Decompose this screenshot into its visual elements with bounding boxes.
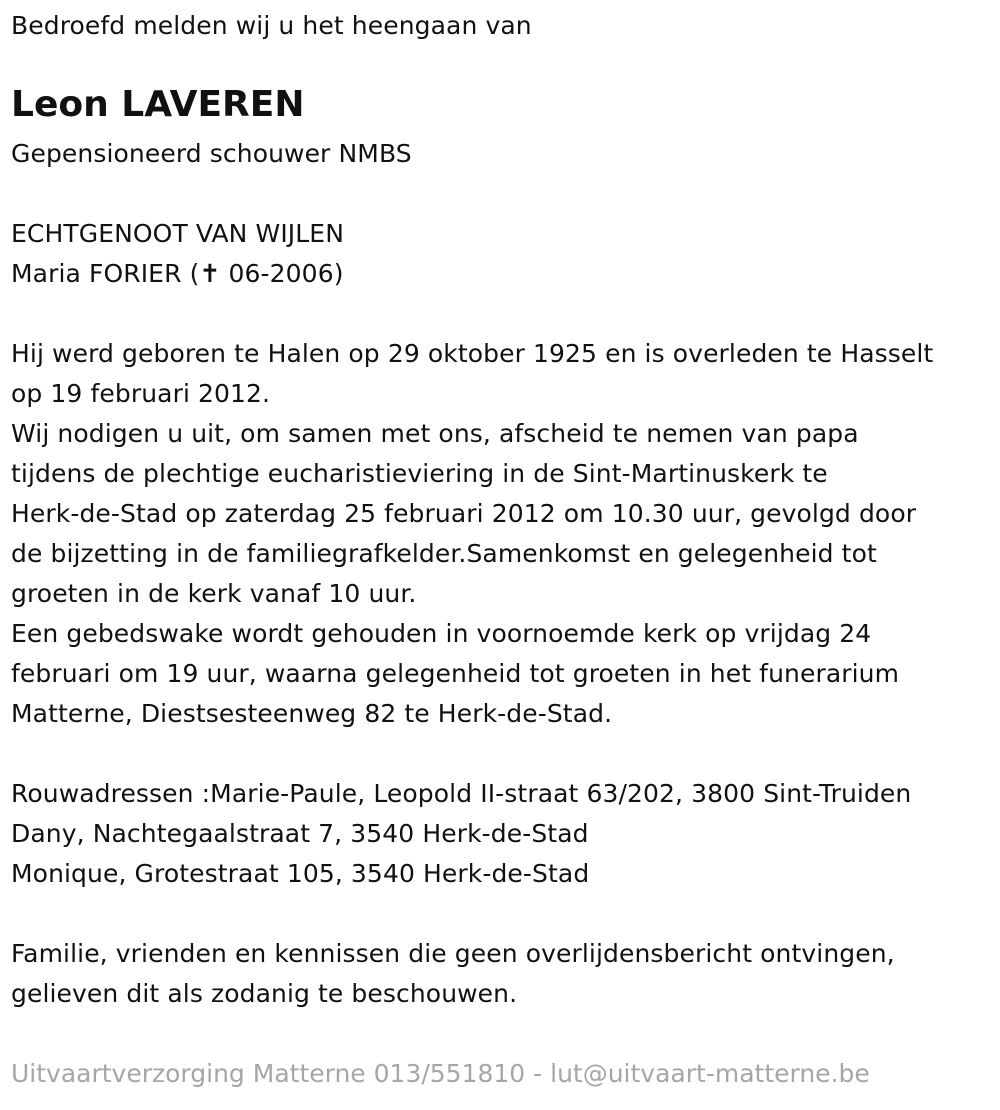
body-line: groeten in de kerk vanaf 10 uur.: [11, 579, 417, 608]
address-line: Dany, Nachtegaalstraat 7, 3540 Herk-de-Stad: [11, 819, 589, 848]
body-text: [11, 334, 933, 734]
occupation-text: Gepensioneerd schouwer NMBS: [11, 139, 412, 168]
address-line: Rouwadressen :Marie-Paule, Leopold II-straat 63/202, 3800 Sint-Truiden: [11, 779, 912, 808]
mourning-addresses: [11, 774, 911, 894]
intro-text: Bedroefd melden wij u het heengaan van: [11, 11, 532, 40]
closing-line: Familie, vrienden en kennissen die geen overlijdensbericht ontvingen,: [11, 939, 895, 968]
body-line: februari om 19 uur, waarna gelegenheid tot groeten in het funerarium: [11, 659, 900, 688]
body-line: op 19 februari 2012.: [11, 379, 271, 408]
body-line: Matterne, Diestsesteenweg 82 te Herk-de-Stad.: [11, 699, 613, 728]
spouse-block: [11, 214, 344, 294]
spouse-label: ECHTGENOOT VAN WIJLEN: [11, 219, 345, 248]
body-line: Herk-de-Stad op zaterdag 25 februari 2012 om 10.30 uur, gevolgd door: [11, 499, 917, 528]
body-line: Een gebedswake wordt gehouden in voornoemde kerk op vrijdag 24: [11, 619, 872, 648]
funeral-home-footer: Uitvaartverzorging Matterne 013/551810 - lut@uitvaart-matterne.be: [11, 1059, 870, 1088]
body-line: Hij werd geboren te Halen op 29 oktober 1925 en is overleden te Hasselt: [11, 339, 934, 368]
body-line: de bijzetting in de familiegrafkelder.Samenkomst en gelegenheid tot: [11, 539, 877, 568]
address-line: Monique, Grotestraat 105, 3540 Herk-de-Stad: [11, 859, 590, 888]
closing-line: gelieven dit als zodanig te beschouwen.: [11, 979, 518, 1008]
body-line: tijdens de plechtige eucharistieviering in de Sint-Martinuskerk te: [11, 459, 828, 488]
spouse-name: Maria FORIER (✝ 06-2006): [11, 259, 344, 288]
closing-text: [11, 934, 895, 1014]
body-line: Wij nodigen u uit, om samen met ons, afscheid te nemen van papa: [11, 419, 859, 448]
deceased-name: Leon LAVEREN: [11, 84, 305, 125]
occupation-block: [11, 134, 412, 174]
